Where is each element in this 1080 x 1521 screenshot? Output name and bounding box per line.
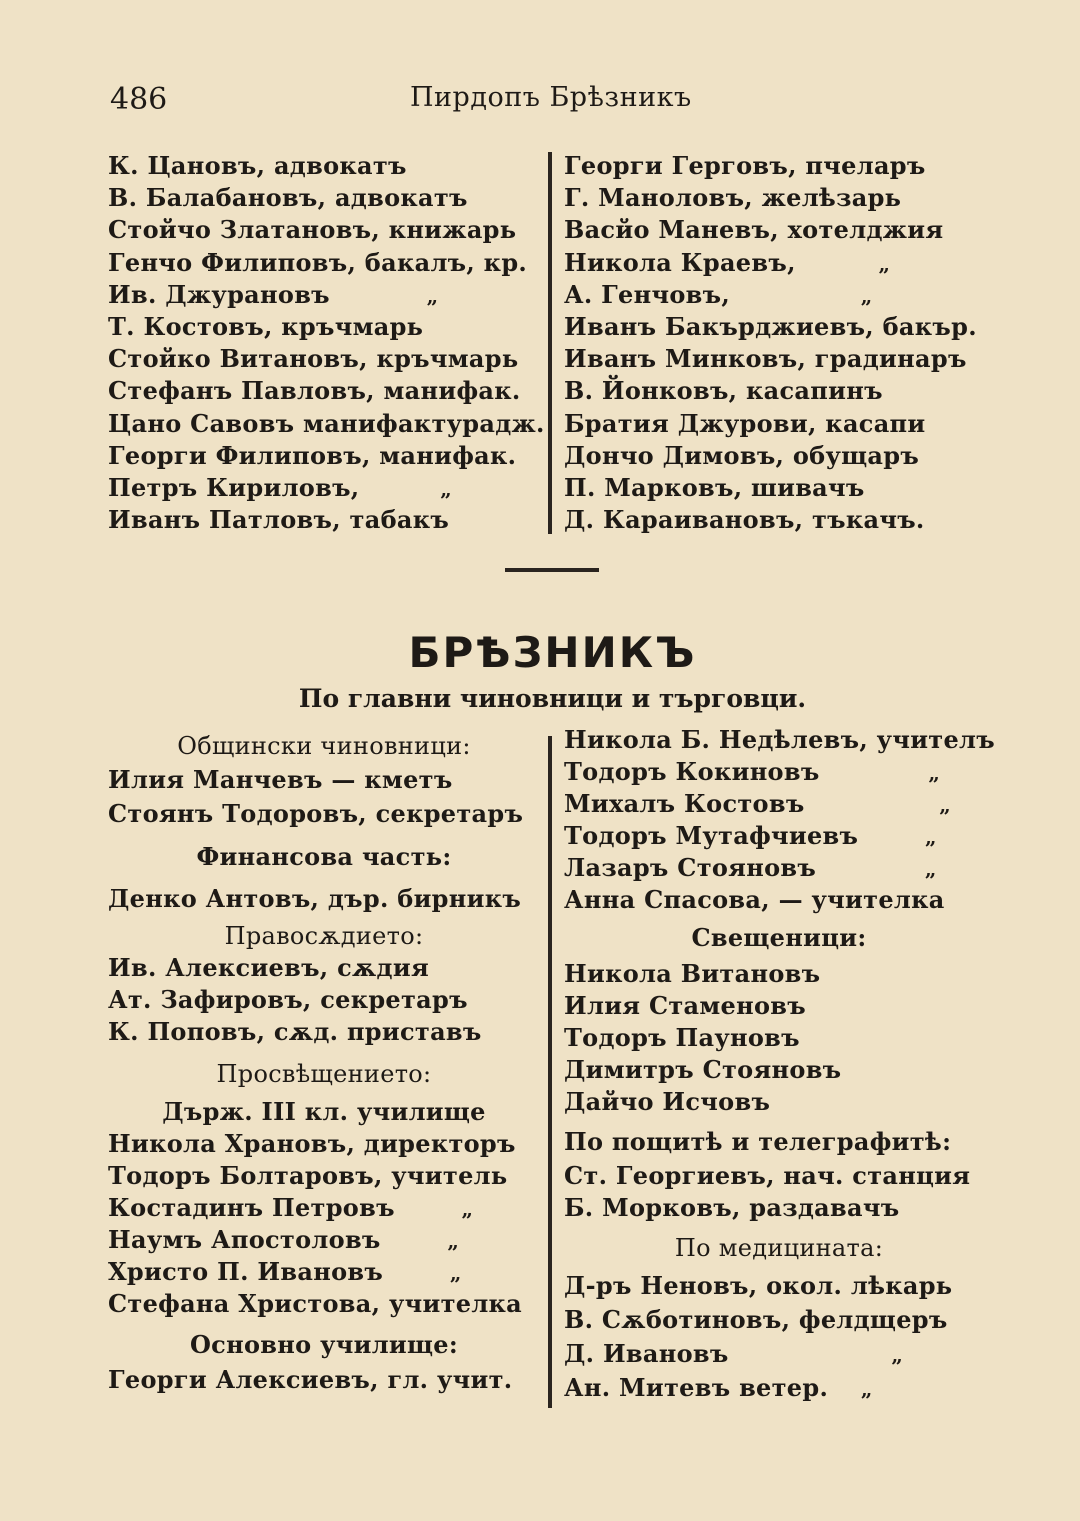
subsection-heading: По медицината: bbox=[674, 1234, 884, 1262]
list-item bbox=[564, 279, 994, 311]
list-item: Никола Б. Недѣлевъ, учителъ bbox=[564, 725, 995, 754]
subsection-heading: Финансова часть: bbox=[196, 842, 452, 871]
list-item: Иванъ Патловъ, табакъ bbox=[108, 505, 450, 535]
list-item: Б. Морковъ, раздавачъ bbox=[564, 1193, 900, 1222]
list-item: Ат. Зафировъ, секретаръ bbox=[108, 985, 468, 1014]
pirdop-left-column bbox=[108, 150, 548, 536]
section-separator bbox=[505, 568, 599, 572]
ditto-mark: „ bbox=[447, 1229, 460, 1253]
column-divider bbox=[548, 736, 552, 1408]
ditto-mark: „ bbox=[891, 1343, 904, 1367]
entry-name: Никола Краевъ, bbox=[564, 247, 796, 277]
ditto-mark: „ bbox=[860, 1377, 873, 1401]
entry-name: А. Генчовъ, bbox=[564, 279, 730, 309]
list-item bbox=[108, 1256, 540, 1288]
list-item bbox=[564, 1372, 994, 1404]
page-number: 486 bbox=[110, 82, 168, 117]
section-subtitle: По главни чиновници и търговци. bbox=[298, 684, 807, 713]
list-item: Васйо Маневъ, хотелджия bbox=[564, 215, 944, 245]
list-item: Стойчо Златановъ, книжарь bbox=[108, 215, 517, 245]
subsection-heading: Правосѫдието: bbox=[224, 922, 424, 950]
entry-name: Тодоръ Кокиновъ bbox=[564, 757, 820, 786]
list-item: Никола Храновъ, директоръ bbox=[108, 1129, 516, 1158]
list-item: В. Йонковъ, касапинъ bbox=[564, 376, 883, 406]
school-name: Държ. III кл. училище bbox=[162, 1097, 486, 1126]
list-item: Стоянъ Тодоровъ, секретаръ bbox=[108, 799, 524, 828]
ditto-mark: „ bbox=[860, 283, 873, 308]
entry-name: Лазаръ Стояновъ bbox=[564, 853, 817, 882]
section-title: БРѢЗНИКЪ bbox=[408, 628, 697, 677]
list-item: Георги Герговъ, пчеларъ bbox=[564, 151, 926, 180]
ditto-mark: „ bbox=[878, 251, 891, 276]
subsection-heading: Общински чиновници: bbox=[177, 732, 471, 760]
list-item bbox=[108, 279, 548, 311]
ditto-mark: „ bbox=[925, 825, 937, 849]
ditto-mark: „ bbox=[928, 761, 941, 785]
pirdop-right-column bbox=[564, 150, 994, 536]
list-item bbox=[108, 472, 548, 504]
list-item bbox=[564, 852, 994, 884]
list-item: Цано Савовъ манифактурадж. bbox=[108, 408, 545, 438]
list-item: Стефанъ Павловъ, манифак. bbox=[108, 376, 521, 406]
list-item: Иванъ Бакърджиевъ, бакър. bbox=[564, 311, 977, 341]
subsection-heading: Основно училище: bbox=[189, 1330, 459, 1359]
list-item: Никола Витановъ bbox=[564, 959, 821, 988]
entry-name: Наумъ Апостоловъ bbox=[108, 1225, 381, 1254]
list-item: Д-ръ Неновъ, окол. лѣкарь bbox=[564, 1271, 953, 1300]
entry-name: Ан. Митевъ ветер. bbox=[564, 1373, 829, 1402]
list-item bbox=[564, 756, 994, 788]
list-item bbox=[564, 247, 994, 279]
list-item: В. Балабановъ, адвокатъ bbox=[108, 183, 468, 213]
list-item: К. Поповъ, сѫд. приставъ bbox=[108, 1017, 482, 1046]
ditto-mark: „ bbox=[449, 1261, 462, 1285]
list-item: Дайчо Исчовъ bbox=[564, 1087, 771, 1116]
list-item: Т. Костовъ, кръчмарь bbox=[108, 311, 424, 341]
list-item: Стефана Христова, учителка bbox=[108, 1289, 523, 1318]
list-item: Георги Филиповъ, манифак. bbox=[108, 440, 517, 470]
list-item: Г. Маноловъ, желѣзарь bbox=[564, 183, 902, 213]
list-item: В. Сѫботиновъ, фелдщеръ bbox=[564, 1305, 948, 1334]
ditto-mark: „ bbox=[426, 283, 439, 308]
list-item: Братия Джурови, касапи bbox=[564, 408, 926, 438]
breznik-left-column bbox=[108, 728, 540, 1396]
subsection-heading: Свещеници: bbox=[691, 923, 867, 952]
entry-name: Петръ Кириловъ, bbox=[108, 472, 360, 502]
list-item: Иванъ Минковъ, градинаръ bbox=[564, 344, 967, 374]
entry-name: Христо П. Ивановъ bbox=[108, 1257, 384, 1286]
ditto-mark: „ bbox=[939, 793, 952, 817]
list-item bbox=[564, 788, 994, 820]
ditto-mark: „ bbox=[440, 476, 452, 501]
ditto-mark: „ bbox=[924, 857, 937, 881]
subsection-heading: По пощитѣ и телеграфитѣ: bbox=[564, 1127, 952, 1156]
entry-name: Д. Ивановъ bbox=[564, 1339, 729, 1368]
list-item: Дончо Димовъ, обущаръ bbox=[564, 440, 920, 470]
ditto-mark: „ bbox=[461, 1197, 474, 1221]
list-item: Ив. Алексиевъ, сѫдия bbox=[108, 953, 429, 982]
list-item: Димитръ Стояновъ bbox=[564, 1055, 842, 1084]
list-item bbox=[108, 1192, 540, 1224]
entry-name: Михалъ Костовъ bbox=[564, 789, 805, 818]
list-item bbox=[564, 820, 994, 852]
list-item: Тодоръ Пауновъ bbox=[564, 1023, 800, 1052]
list-item: Ст. Георгиевъ, нач. станция bbox=[564, 1161, 971, 1190]
list-item: Денко Антовъ, дър. бирникъ bbox=[108, 884, 522, 913]
entry-name: Ив. Джурановъ bbox=[108, 279, 330, 309]
list-item: Илия Манчевъ — кметъ bbox=[108, 765, 453, 794]
list-item bbox=[564, 1338, 994, 1372]
list-item: П. Марковъ, шивачъ bbox=[564, 472, 865, 502]
list-item: Георги Алексиевъ, гл. учит. bbox=[108, 1365, 513, 1394]
list-item: Генчо Филиповъ, бакалъ, кр. bbox=[108, 247, 528, 277]
list-item: Илия Стаменовъ bbox=[564, 991, 806, 1020]
running-title: Пирдопъ Брѣзникъ bbox=[410, 82, 692, 113]
list-item bbox=[108, 1224, 540, 1256]
list-item: Стойко Витановъ, кръчмарь bbox=[108, 344, 519, 374]
list-item: Анна Спасова, — учителка bbox=[564, 885, 945, 914]
list-item: Д. Караивановъ, тъкачъ. bbox=[564, 505, 925, 535]
column-divider bbox=[548, 152, 552, 534]
entry-name: Тодоръ Мутафчиевъ bbox=[564, 821, 859, 850]
subsection-heading: Просвѣщението: bbox=[216, 1060, 432, 1088]
breznik-right-column bbox=[564, 724, 994, 1404]
entry-name: Костадинъ Петровъ bbox=[108, 1193, 395, 1222]
list-item: Тодоръ Болтаровъ, учитель bbox=[108, 1161, 508, 1190]
list-item: К. Цановъ, адвокатъ bbox=[108, 151, 407, 180]
